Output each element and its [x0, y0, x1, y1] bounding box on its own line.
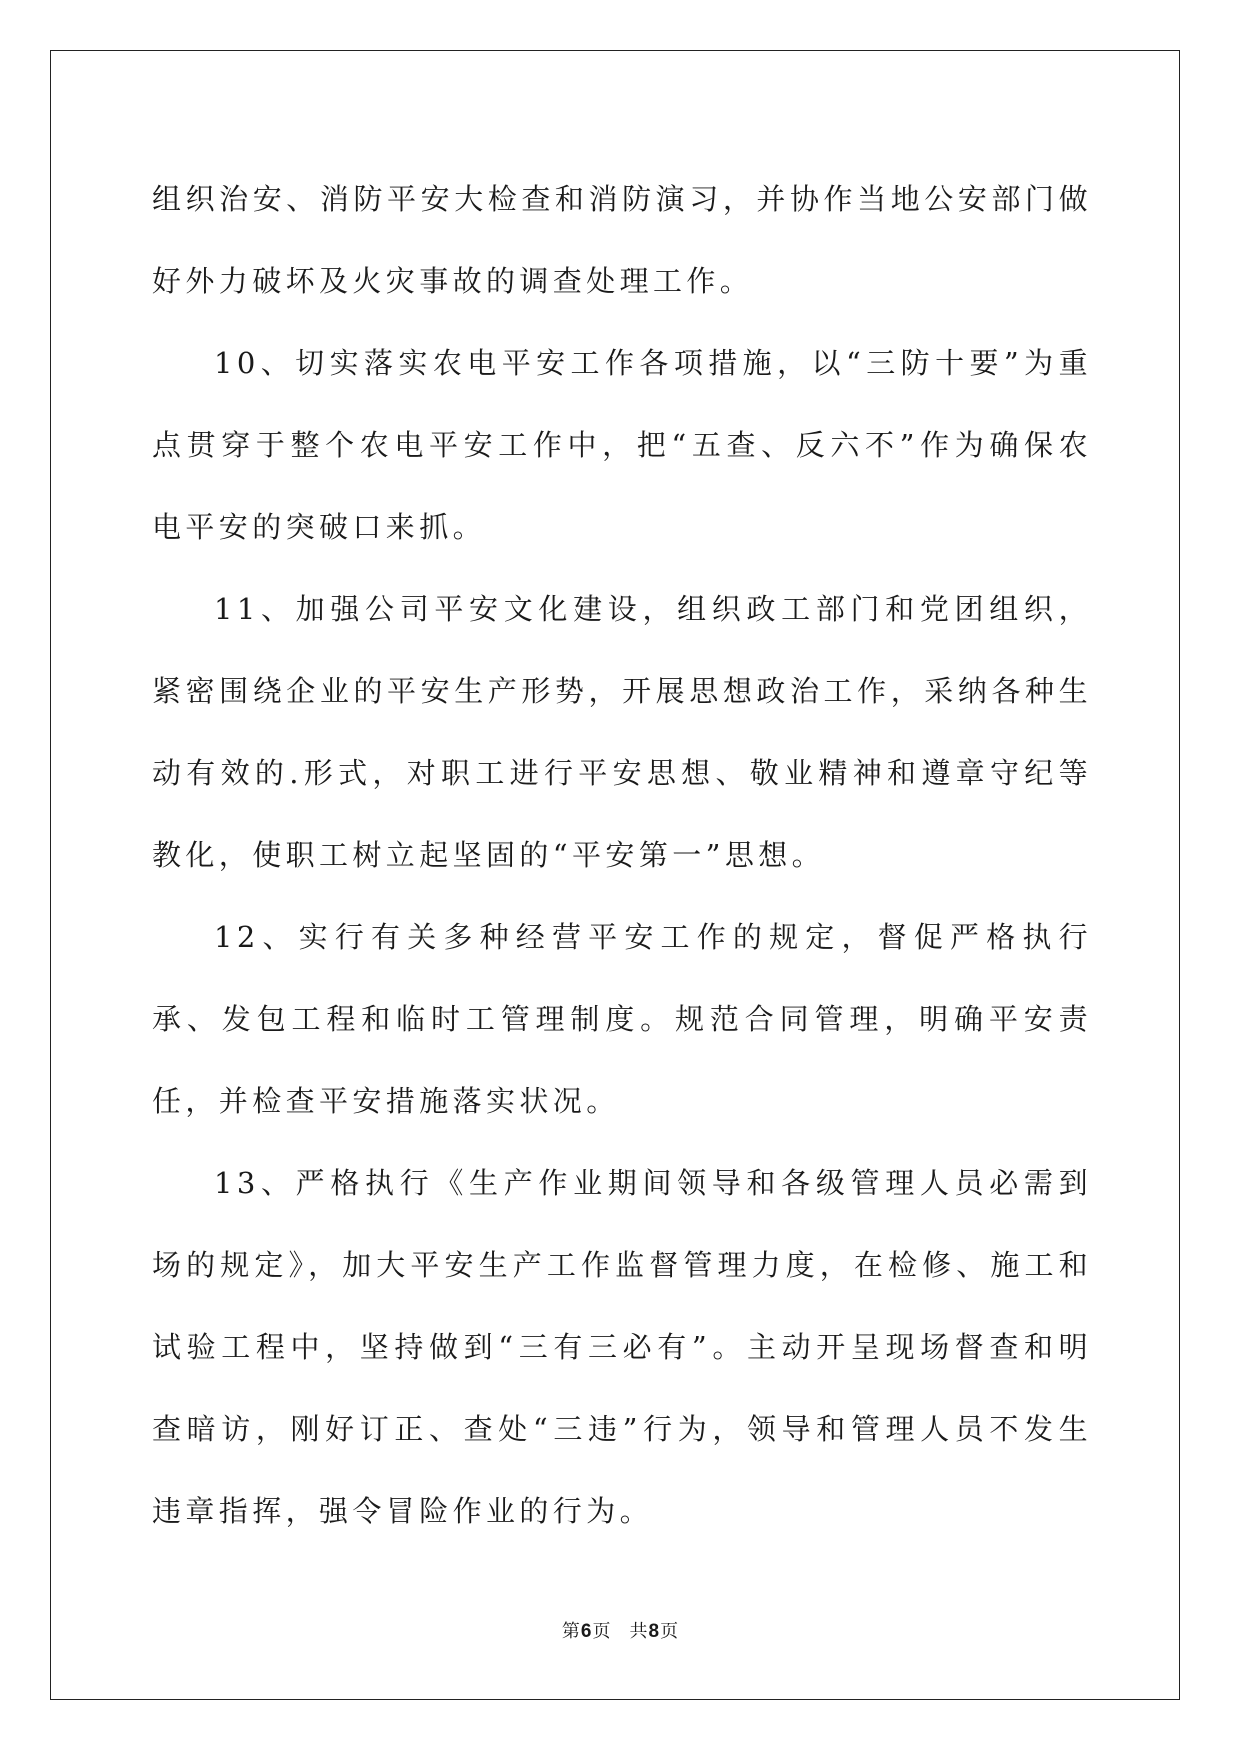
paragraph-item-11: 11、加强公司平安文化建设，组织政工部门和党团组织，紧密围绕企业的平安生产形势，开展思想政治工作，采纳各种生动有效的.形式，对职工进行平安思想、敬业精神和遵章守纪等教化，使职工树立起坚固的“平安第一”思想。	[152, 592, 1092, 872]
page-footer	[0, 1617, 1241, 1643]
paragraph-item-12: 12、实行有关多种经营平安工作的规定，督促严格执行承、发包工程和临时工管理制度。规范合同管理，明确平安责任，并检查平安措施落实状况。	[152, 920, 1092, 1118]
total-page-number: 8	[648, 1621, 661, 1642]
paragraph-continued: 组织治安、消防平安大检查和消防演习，并协作当地公安部门做好外力破坏及火灾事故的调查处理工作。	[152, 182, 1092, 298]
page-prefix: 第	[561, 1621, 581, 1642]
paragraph-item-13: 13、严格执行《生产作业期间领导和各级管理人员必需到场的规定》，加大平安生产工作监督管理力度，在检修、施工和试验工程中，坚持做到“三有三必有”。主动开呈现场督查和明查暗访，刚好订正、查处“三违”行为，领导和管理人员不发生违章指挥，强令冒险作业的行为。	[152, 1166, 1092, 1528]
current-page-number: 6	[580, 1621, 593, 1642]
total-suffix: 页	[660, 1621, 680, 1642]
paragraph-item-10: 10、切实落实农电平安工作各项措施，以“三防十要”为重点贯穿于整个农电平安工作中，把“五查、反六不”作为确保农电平安的突破口来抓。	[152, 346, 1092, 544]
total-prefix: 共	[629, 1621, 649, 1642]
page-suffix: 页	[592, 1621, 612, 1642]
document-body	[152, 158, 1092, 1552]
